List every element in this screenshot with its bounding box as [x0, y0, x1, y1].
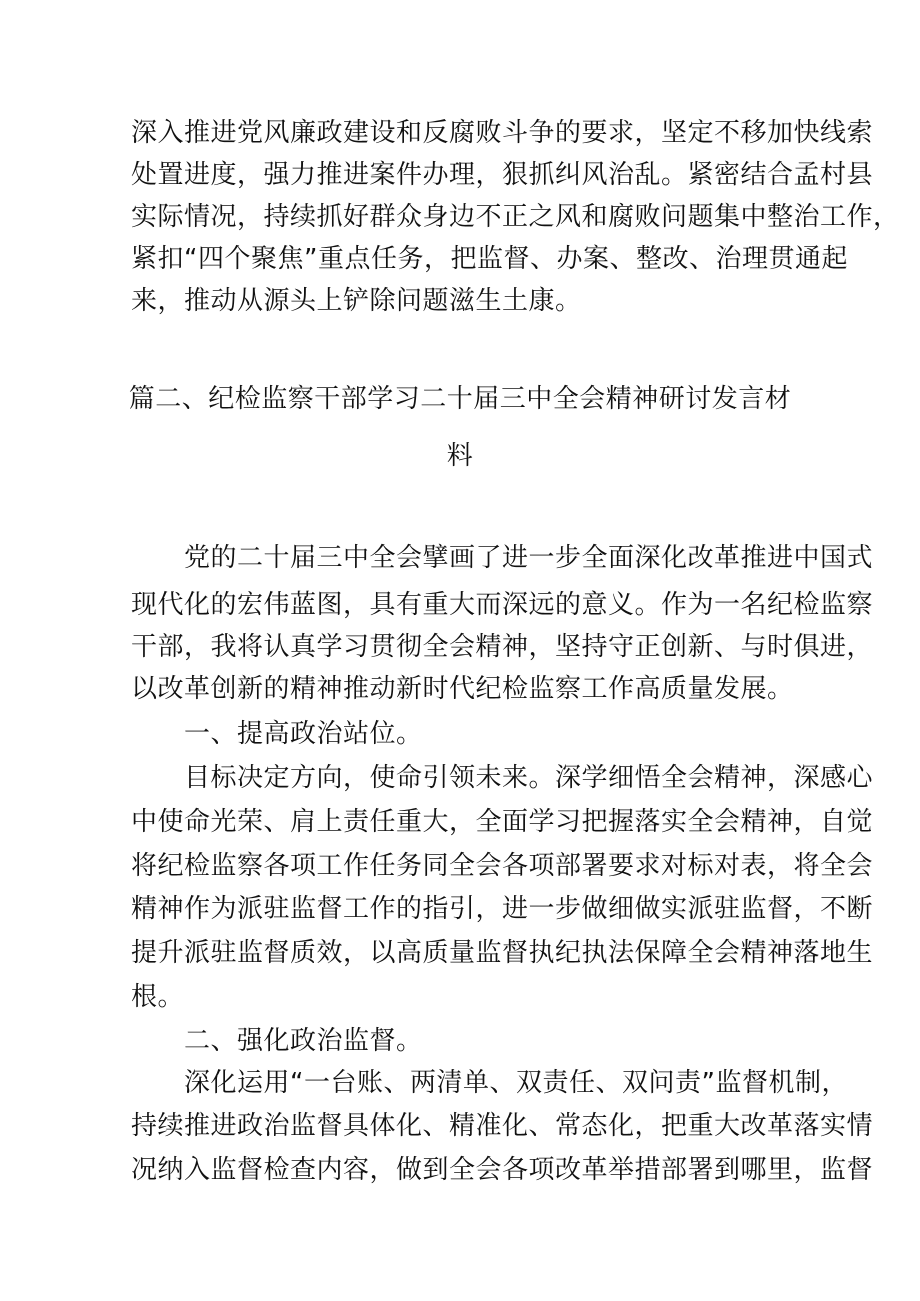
text-line: 党的二十届三中全会擘画了进一步全面深化改革推进中国式	[184, 543, 874, 573]
subheading: 一、提高政治站位。	[184, 719, 423, 749]
text-line: 深化运用“一台账、两清单、双责任、双问责”监督机制，	[184, 1068, 848, 1098]
text-line: 现代化的宏伟蓝图，具有重大而深远的意义。作为一名纪检监察	[131, 590, 874, 620]
text-line: 干部，我将认真学习贯彻全会精神，坚持守正创新、与时俱进，	[131, 632, 874, 662]
text-line: 来，推动从源头上铲除问题滋生土康。	[131, 286, 582, 316]
text-line: 深入推进党风廉政建设和反腐败斗争的要求，坚定不移加快线索	[131, 118, 874, 148]
subheading: 二、强化政治监督。	[184, 1026, 423, 1056]
text-line: 以改革创新的精神推动新时代纪检监察工作高质量发展。	[131, 674, 794, 704]
text-line: 目标决定方向，使命引领未来。深学细悟全会精神，深感心	[184, 763, 874, 793]
section-title-line: 料	[446, 441, 474, 471]
text-line: 根。	[131, 982, 185, 1012]
text-line: 中使命光荣、肩上责任重大，全面学习把握落实全会精神，自觉	[131, 807, 874, 837]
section-title-line: 篇二、纪检监察干部学习二十届三中全会精神研讨发言材	[128, 384, 792, 414]
text-line: 处置进度，强力推进案件办理，狠抓纠风治乱。紧密结合孟村县	[131, 160, 874, 190]
text-line: 持续推进政治监督具体化、精准化、常态化，把重大改革落实情	[131, 1111, 874, 1141]
text-line: 紧扣“四个聚焦”重点任务，把监督、办案、整改、治理贯通起	[131, 244, 848, 274]
text-line: 提升派驻监督质效，以高质量监督执纪执法保障全会精神落地生	[131, 938, 874, 968]
text-line: 精神作为派驻监督工作的指引，进一步做细做实派驻监督，不断	[131, 894, 874, 924]
text-line: 况纳入监督检查内容，做到全会各项改革举措部署到哪里，监督	[131, 1155, 874, 1185]
text-line: 实际情况，持续抓好群众身边不正之风和腐败问题集中整治工作，	[131, 202, 900, 232]
text-line: 将纪检监察各项工作任务同全会各项部署要求对标对表，将全会	[131, 851, 874, 881]
